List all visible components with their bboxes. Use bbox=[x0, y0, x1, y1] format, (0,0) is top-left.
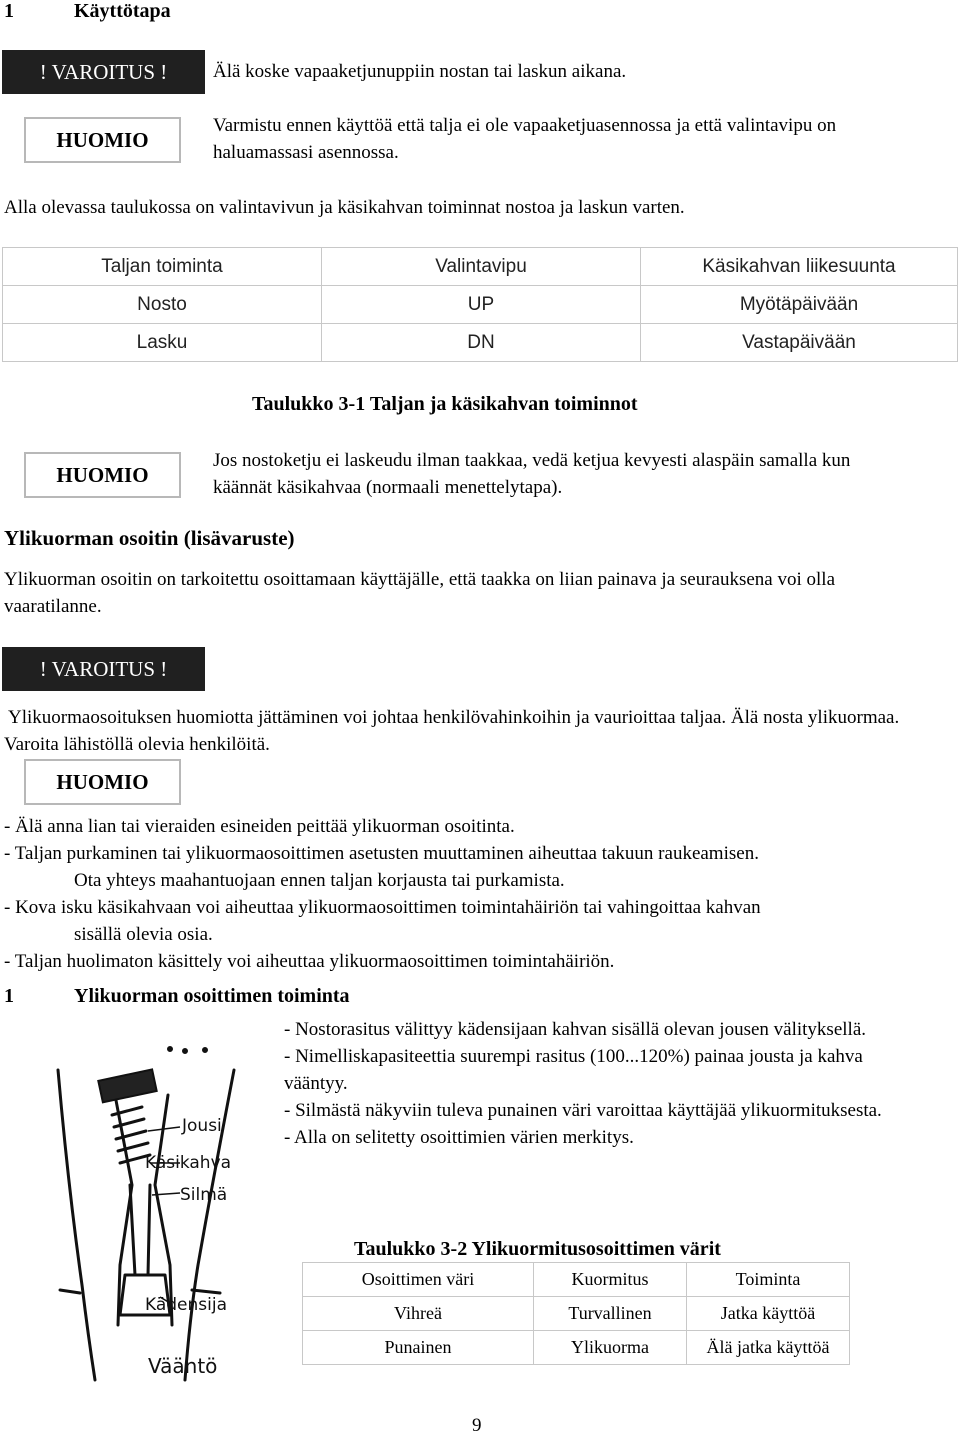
table-cell: Turvallinen bbox=[534, 1297, 687, 1331]
figure-label-kasikahva: Käsikahva bbox=[145, 1153, 232, 1173]
table-cell: UP bbox=[322, 286, 641, 324]
table-header-row bbox=[303, 1263, 850, 1297]
section-title: Käyttötapa bbox=[74, 0, 171, 22]
table-cell: Vihreä bbox=[303, 1297, 534, 1331]
table-row bbox=[3, 324, 958, 362]
note-text: Varmistu ennen käyttöä että talja ei ole vapaaketjuasennossa ja että valintavipu on haluamassasi asennossa. bbox=[213, 115, 837, 163]
list-item: - Alla on selitetty osoittimien värien merkitys. bbox=[284, 1127, 634, 1148]
figure-label-silma: Silmä bbox=[180, 1185, 228, 1205]
table-cell: Punainen bbox=[303, 1331, 534, 1365]
section-heading-ylikuorman-toiminta bbox=[4, 983, 350, 1010]
section-title: Ylikuorman osoittimen toiminta bbox=[74, 985, 350, 1007]
indicator-color-table bbox=[302, 1262, 850, 1365]
table-cell: Älä jatka käyttöä bbox=[687, 1331, 850, 1365]
list-item: - Nostorasitus välittyy kädensijaan kahvan sisällä olevan jousen välityksellä. bbox=[284, 1019, 867, 1040]
table-header-cell: Käsikahvan liikesuunta bbox=[641, 248, 958, 286]
list-item: - Kova isku käsikahvaan voi aiheuttaa ylikuormaosoittimen toimintahäiriön tai vahingoittaa kahvan bbox=[4, 897, 761, 918]
table-header-cell: Valintavipu bbox=[322, 248, 641, 286]
operation-table bbox=[2, 247, 958, 362]
table-caption: Taulukko 3-2 Ylikuormitusosoittimen värit bbox=[354, 1238, 721, 1260]
list-item-continuation: sisällä olevia osia. bbox=[74, 924, 213, 945]
overload-heading: Ylikuorman osoitin (lisävaruste) bbox=[4, 526, 295, 550]
list-item: - Silmästä näkyviin tuleva punainen väri varoittaa käyttäjää ylikuormituksesta. bbox=[284, 1100, 882, 1121]
table-header-cell: Toiminta bbox=[687, 1263, 850, 1297]
section-number: 1 bbox=[4, 985, 14, 1007]
section-heading-kayttotapa bbox=[4, 0, 171, 25]
table-header-cell: Kuormitus bbox=[534, 1263, 687, 1297]
table-cell: Nosto bbox=[3, 286, 322, 324]
table-cell: Lasku bbox=[3, 324, 322, 362]
list-item: - Nimelliskapasiteettia suurempi rasitus (100...120%) painaa jousta ja kahva vääntyy. bbox=[284, 1046, 863, 1094]
list-item: - Taljan purkaminen tai ylikuormaosoittimen asetusten muuttaminen aiheuttaa takuun raukeamisen. bbox=[4, 843, 759, 864]
figure-label-vaanto: Vääntö bbox=[148, 1354, 218, 1378]
overload-text: Ylikuorman osoitin on tarkoitettu osoittamaan käyttäjälle, että taakka on liian painava ja seurauksena voi olla vaaratilanne. bbox=[4, 569, 835, 617]
table-row bbox=[3, 286, 958, 324]
warning-text: Ylikuormaosoituksen huomiotta jättäminen voi johtaa henkilövahinkoihin ja vaurioittaa taljaa. Älä nosta ylikuormaa. Varoita lähistöllä olevia henkilöitä. bbox=[4, 707, 900, 755]
note-label: HUOMIO bbox=[24, 452, 181, 498]
table-header-row bbox=[3, 248, 958, 286]
table-cell: Jatka käyttöä bbox=[687, 1297, 850, 1331]
note-list bbox=[4, 813, 954, 975]
note-label: HUOMIO bbox=[24, 117, 181, 163]
table-header-cell: Osoittimen väri bbox=[303, 1263, 534, 1297]
table-cell: DN bbox=[322, 324, 641, 362]
figure-label-jousi: Jousi bbox=[182, 1116, 222, 1136]
handle-figure bbox=[20, 1035, 270, 1385]
table-cell: Ylikuorma bbox=[534, 1331, 687, 1365]
table-caption: Taulukko 3-1 Taljan ja käsikahvan toiminnot bbox=[252, 393, 638, 415]
warning-text: Älä koske vapaaketjunuppiin nostan tai laskun aikana. bbox=[213, 61, 627, 82]
warning-label: ! VAROITUS ! bbox=[2, 647, 205, 691]
list-item-continuation: Ota yhteys maahantuojaan ennen taljan korjausta tai purkamista. bbox=[74, 870, 565, 891]
table-header-cell: Taljan toiminta bbox=[3, 248, 322, 286]
figure-label-kadensija: Kädensija bbox=[145, 1295, 228, 1315]
function-list bbox=[284, 1016, 924, 1151]
list-item: - Älä anna lian tai vieraiden esineiden peittää ylikuorman osoitinta. bbox=[4, 816, 515, 837]
table-cell: Vastapäivään bbox=[641, 324, 958, 362]
list-item: - Taljan huolimaton käsittely voi aiheuttaa ylikuormaosoittimen toimintahäiriön. bbox=[4, 951, 615, 972]
note-text: Jos nostoketju ei laskeudu ilman taakkaa, vedä ketjua kevyesti alaspäin samalla kun käännät käsikahvaa (normaali menettelytapa). bbox=[213, 450, 851, 498]
warning-label: ! VAROITUS ! bbox=[2, 50, 205, 94]
section-number: 1 bbox=[4, 0, 14, 22]
page-number: 9 bbox=[472, 1415, 482, 1436]
table-cell: Myötäpäivään bbox=[641, 286, 958, 324]
note-label: HUOMIO bbox=[24, 759, 181, 805]
table-row bbox=[303, 1331, 850, 1365]
table-row bbox=[303, 1297, 850, 1331]
intro-text: Alla olevassa taulukossa on valintavivun ja käsikahvan toiminnat nostoa ja laskun varten. bbox=[4, 197, 685, 218]
